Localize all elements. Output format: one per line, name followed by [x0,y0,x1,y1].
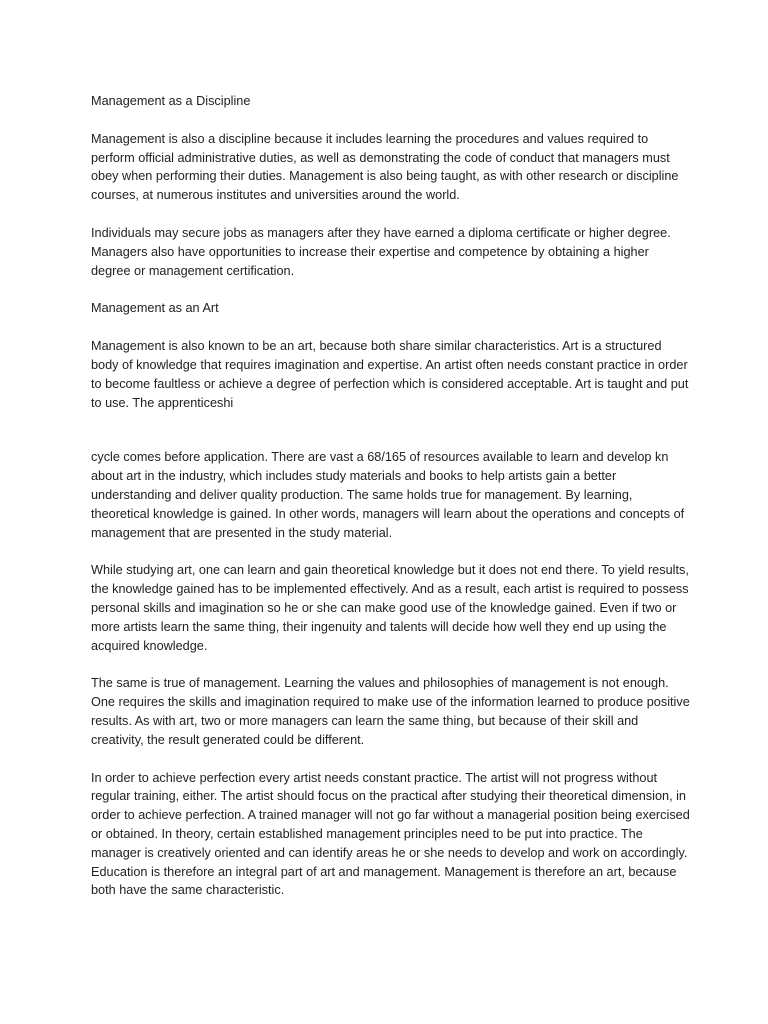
paragraph-practice-perfection: In order to achieve perfection every artist needs constant practice. The artist will not progress without regular training, either. The artist should focus on the practical after studying their theoretical dimension, in order to achieve perfection. A trained manager will not go far without a managerial position being exercised or obtained. In theory, certain established management principles need to be put into practice. The manager is creatively oriented and can identify areas he or she needs to develop and work on accordingly. Education is therefore an integral part of art and management. Management is therefore an art, because both have the same characteristic. [91,770,690,898]
heading-management-as-discipline: Management as a Discipline [91,94,251,108]
heading-management-as-art: Management as an Art [91,301,219,316]
paragraph-art-cycle: cycle comes before application. There are vast a 68/165 of resources available to learn and develop kn about art in the industry, which includes study materials and books to help artists gain a better understanding and deliver quality production. The same holds true for management. By learning, theoretical knowledge is gained. In other words, managers will learn about the operations and concepts of management that are presented in the study material. [91,450,685,540]
paragraph-management-same: The same is true of management. Learning the values and philosophies of management is not enough. One requires the skills and imagination required to make use of the information learned to produce positive results. As with art, two or more managers can learn the same thing, but because of their skill and creativity, the result generated could be different. [91,676,690,747]
document-body [91,92,691,919]
paragraph-art-definition: Management is also known to be an art, because both share similar characteristics. Art is a structured body of knowledge that requires imagination and expertise. An artist often needs constant practice in order to become faultless or achieve a degree of perfection which is considered acceptable. Art is taught and put to use. The apprenticeshi [91,339,689,410]
page-break-gap [91,412,691,448]
paragraph-discipline-definition: Management is also a discipline because it includes learning the procedures and values required to perform official administrative duties, as well as demonstrating the code of conduct that managers must obey when performing their duties. Management is also being taught, as with other research or discipline courses, at numerous institutes and universities around the world. [91,131,679,203]
paragraph-art-studying: While studying art, one can learn and gain theoretical knowledge but it does not end there. To yield results, the knowledge gained has to be implemented effectively. And as a result, each artist is required to possess personal skills and imagination so he or she can make good use of the knowledge gained. Even if two or more artists learn the same thing, their ingenuity and talents will decide how well they end up using the acquired knowledge. [91,563,689,653]
paragraph-discipline-jobs: Individuals may secure jobs as managers after they have earned a diploma certificate or higher degree. Managers also have opportunities to increase their expertise and competence by obtaining a higher degree or management certification. [91,225,671,278]
